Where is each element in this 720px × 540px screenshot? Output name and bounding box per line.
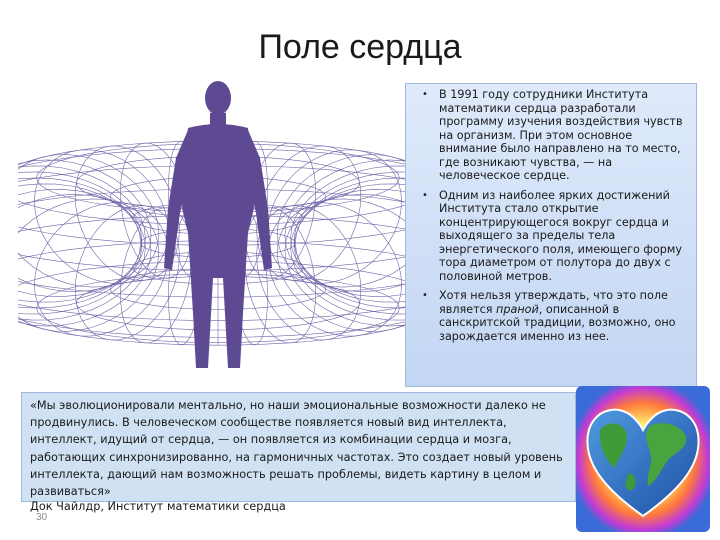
bullet-item <box>406 189 690 284</box>
quote-text: «Мы эволюционировали ментально, но наши эмоциональные возможности далеко не продвинулись. В человеческом сообществе появляется новый вид интеллекта, интеллект, идущий от сердца, — он появляется из комбинации сердца и мозга, работающих синхронизированно, на гармоничных частотах. Это создает новый уровень интеллекта, дающий нам возможность решать проблемы, видеть картину в целом и развиваться» <box>30 399 563 499</box>
bullet-text-part: , описанной в санскритской традиции, возможно, оно зарождается именно из нее. <box>439 302 676 343</box>
quote-author: Док Чайлдр, Институт математики сердца <box>30 500 286 513</box>
torus-field-illustration <box>18 78 418 383</box>
bullet-dot-icon: • <box>422 290 428 301</box>
bullet-item <box>406 289 690 343</box>
slide-number: 30 <box>36 512 48 523</box>
bullet-text <box>439 289 690 343</box>
mesh-line <box>285 194 418 326</box>
bullet-dot-icon: • <box>422 89 428 100</box>
bullet-text-part: Хотя нельзя утверждать, что это поле является <box>439 289 668 316</box>
bullet-dot-icon: • <box>422 189 428 201</box>
slide-title: Поле сердца <box>258 28 462 66</box>
mesh-line <box>18 194 151 326</box>
mesh-line <box>277 155 418 288</box>
mesh-line <box>18 160 151 292</box>
heart-globe-icon <box>576 386 710 532</box>
bullet-text: Одним из наиболее ярких достижений Института стало открытие концентрирующегося вокруг сердца и выходящего за пределы тела энергетического поля, имеющего форму тора диаметром от полутора до двух с половиной метров. <box>439 188 682 283</box>
bullet-text-italic: праной <box>496 302 539 316</box>
bullet-list <box>406 84 696 343</box>
bullet-text: В 1991 году сотрудники Института математики сердца разработали программу изучения воздействия чувств на организм. При этом основное внимание было направлено на то место, где возникают чувства, — на человеческое сердце. <box>439 88 683 182</box>
mesh-line <box>285 160 418 292</box>
mesh-line <box>18 199 159 332</box>
mesh-line <box>277 199 418 332</box>
mesh-line <box>295 178 418 308</box>
mesh-line <box>18 178 141 308</box>
info-box <box>405 83 697 387</box>
bullet-item <box>406 88 690 183</box>
mesh-line <box>18 155 159 288</box>
